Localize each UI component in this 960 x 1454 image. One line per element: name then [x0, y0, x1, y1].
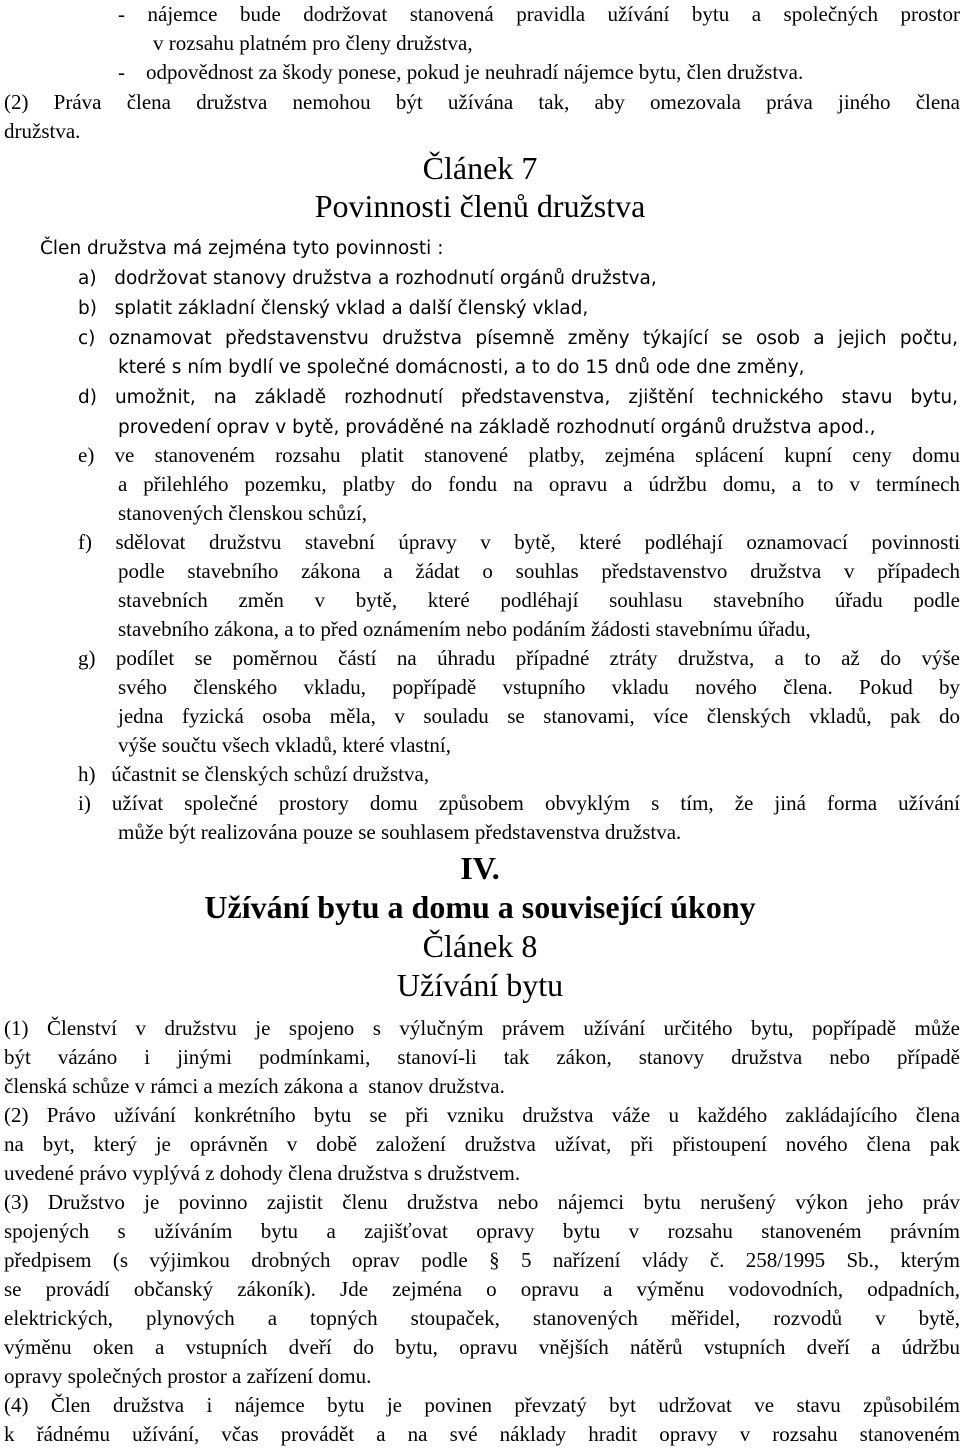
text-line: c) oznamovat představenstvu družstva písemně změny týkající se osob a jejich počtu, [78, 328, 958, 349]
text-line: e) ve stanoveném rozsahu platit stanovené platby, zejména splácení kupní ceny domu [78, 443, 960, 467]
text-line: družstva. [4, 119, 81, 143]
text-line: (2) Právo užívání konkrétního bytu se při vzniku družstva váže u každého zakládajícího člena [4, 1103, 960, 1127]
text-line: svého členského vkladu, popřípadě vstupního vkladu nového člena. Pokud by [118, 675, 960, 699]
text-line: členská schůze v rámci a mezích zákona a stanov družstva. [4, 1074, 505, 1098]
text-line: jedna fyzická osoba měla, v souladu se stanovami, více členských vkladů, pak do [118, 704, 960, 728]
text-line: uvedené právo vyplývá z dohody člena družstva s družstvem. [4, 1161, 521, 1185]
text-line: Člen družstva má zejména tyto povinnosti : [40, 238, 444, 259]
text-line: g) podílet se poměrnou částí na úhradu případné ztráty družstva, a to až do výše [78, 646, 960, 670]
text-line: stanovených členskou schůzí, [118, 501, 368, 525]
text-line: f) sdělovat družstvu stavební úpravy v bytě, které podléhají oznamovací povinnosti [78, 530, 960, 554]
text-line: na byt, který je oprávněn v době založení družstva užívat, při přistoupení nového člena pak [4, 1132, 960, 1156]
text-line: (1) Členství v družstvu je spojeno s výlučným právem užívání určitého bytu, popřípadě může [4, 1016, 960, 1040]
section-heading: Užívání bytu a domu a související úkony [204, 889, 756, 925]
text-line: k řádnému užívání, včas provádět a na své náklady hradit opravy v rozsahu stanoveném [4, 1422, 960, 1446]
text-line: se provádí občanský zákoník). Jde zejména o opravu a výměnu vodovodních, odpadních, [4, 1277, 960, 1301]
text-line: d) umožnit, na základě rozhodnutí představenstva, zjištění technického stavu bytu, [78, 387, 958, 408]
text-line: provedení oprav v bytě, prováděné na základě rozhodnutí orgánů družstva apod., [118, 417, 876, 438]
text-line: v rozsahu platném pro členy družstva, [153, 31, 473, 55]
text-line: podle stavebního zákona a žádat o souhlas představenstvo družstva v případech [118, 559, 960, 583]
text-line: (2) Práva člena družstva nemohou být užívána tak, aby omezovala práva jiného člena [4, 90, 960, 114]
text-line: a) dodržovat stanovy družstva a rozhodnutí orgánů družstva, [78, 268, 657, 289]
text-line: - nájemce bude dodržovat stanovená pravidla užívání bytu a společných prostor [118, 2, 960, 26]
text-line: stavebních změn v bytě, které podléhají souhlasu stavebního úřadu podle [118, 588, 960, 612]
section-heading: Článek 8 [422, 928, 538, 964]
text-line: (4) Člen družstva i nájemce bytu je povinen převzatý byt udržovat ve stavu způsobilém [4, 1393, 960, 1417]
text-line: h) účastnit se členských schůzí družstva, [78, 762, 430, 786]
text-line: elektrických, plynových a topných stoupaček, stanovených měřidel, rozvodů v bytě, [4, 1306, 960, 1330]
text-line: stavebního zákona, a to před oznámením nebo podáním žádosti stavebnímu úřadu, [118, 617, 811, 641]
section-heading: Článek 7 [422, 150, 538, 186]
section-heading: Povinnosti členů družstva [314, 188, 646, 224]
text-line: být vázáno i jinými podmínkami, stanoví-li tak zákon, stanovy družstva nebo případě [4, 1045, 960, 1069]
text-line: - odpovědnost za škody ponese, pokud je neuhradí nájemce bytu, člen družstva. [118, 60, 804, 84]
text-line: může být realizována pouze se souhlasem představenstva družstva. [118, 820, 682, 844]
text-line: výše součtu všech vkladů, které vlastní, [118, 733, 452, 757]
text-line: i) užívat společné prostory domu způsobem obvyklým s tím, že jiná forma užívání [78, 791, 960, 815]
section-heading: IV. [460, 850, 500, 886]
text-line: b) splatit základní členský vklad a další členský vklad, [78, 298, 589, 319]
text-line: předpisem (s výjimkou drobných oprav podle § 5 nařízení vlády č. 258/1995 Sb., kterým [4, 1248, 960, 1272]
text-line: výměnu oken a vstupních dveří do bytu, opravu vnějších nátěrů vstupních dveří a údržbu [4, 1335, 960, 1359]
text-line: (3) Družstvo je povinno zajistit členu družstva nebo nájemci bytu nerušený výkon jeho práv [4, 1190, 960, 1214]
text-line: spojených s užíváním bytu a zajišťovat opravy bytu v rozsahu stanoveném právním [4, 1219, 960, 1243]
text-line: které s ním bydlí ve společné domácnosti, a to do 15 dnů ode dne změny, [118, 357, 805, 378]
text-line: opravy společných prostor a zařízení domu. [4, 1364, 372, 1388]
text-line: a přilehlého pozemku, platby do fondu na opravu a údržbu domu, a to v termínech [118, 472, 960, 496]
section-heading: Užívání bytu [396, 967, 564, 1003]
